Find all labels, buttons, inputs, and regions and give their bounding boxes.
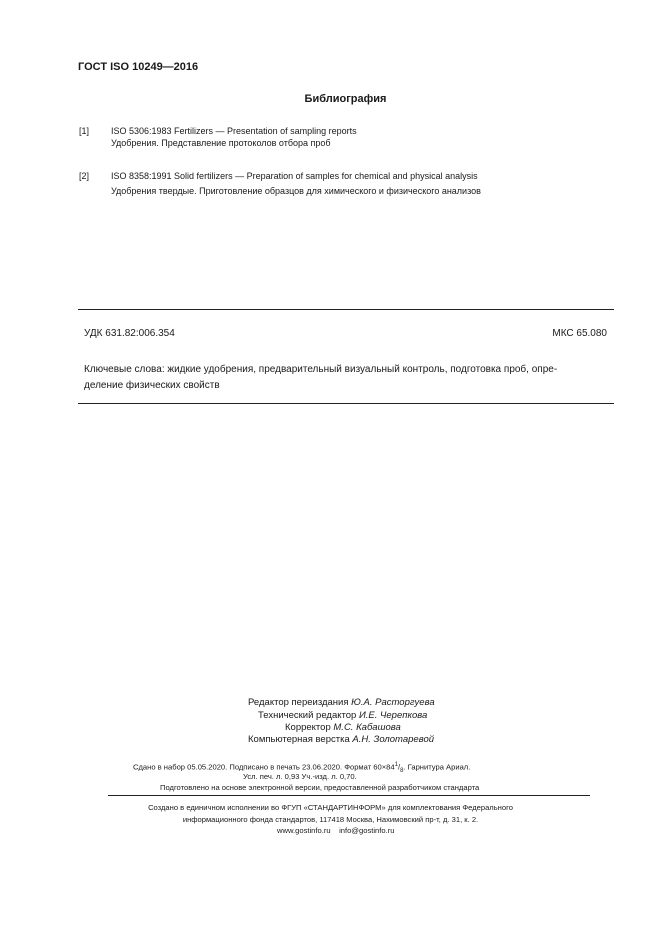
- reference-title-ru: Удобрения твердые. Приготовление образцов для химического и физического анализов: [111, 186, 481, 196]
- print-info-line-1: Сдано в набор 05.05.2020. Подписано в печать 23.06.2020. Формат $60\times 84^1/_8$. Гарнитура Ариал.: [133, 762, 471, 775]
- print-info-line-3: Подготовлено на основе электронной версии, предоставленной разработчиком стандарта: [160, 783, 480, 792]
- credit-layout: [248, 734, 434, 745]
- publisher-line-2: информационного фонда стандартов, 117418 Москва, Нахимовский пр-т, д. 31, к. 2.: [182, 815, 479, 824]
- credit-role: Редактор переиздания: [248, 697, 349, 708]
- credit-proofreader: [285, 722, 401, 733]
- keywords: [84, 362, 614, 394]
- publisher-contacts: [277, 826, 394, 835]
- keywords-line-2: деление физических свойств: [84, 380, 220, 391]
- reference-number: [2]: [79, 171, 90, 181]
- divider-bottom: [78, 403, 614, 404]
- publisher-line-1: Создано в единичном исполнении во ФГУП «СТАНДАРТИНФОРМ» для комплектования Федерального: [148, 803, 513, 812]
- document-header: ГОСТ ISO 10249—2016: [78, 61, 199, 73]
- print-info-dates: Сдано в набор 05.05.2020. Подписано в печать 23.06.2020. Формат 60×84: [133, 762, 395, 772]
- bibliography-title: Библиография: [304, 93, 387, 105]
- credit-name: А.Н. Золотаревой: [352, 734, 435, 745]
- format-fraction-numerator: 1: [394, 762, 398, 768]
- mks-code: МКС 65.080: [552, 328, 607, 339]
- credit-name: И.Е. Черепкова: [358, 710, 428, 721]
- publisher-email-link[interactable]: info@gostinfo.ru: [339, 826, 395, 835]
- credit-editor: [248, 697, 435, 708]
- divider-imprint: [108, 795, 590, 796]
- format-fraction-denominator: 8: [400, 768, 404, 775]
- divider-top: [78, 309, 614, 310]
- publisher-website-link[interactable]: www.gostinfo.ru: [277, 826, 331, 835]
- reference-title-en: ISO 5306:1983 Fertilizers — Presentation of sampling reports: [111, 126, 357, 136]
- credit-name: М.С. Кабашова: [333, 722, 401, 733]
- credit-tech-editor: [258, 710, 427, 721]
- keywords-line-1: Ключевые слова: жидкие удобрения, предварительный визуальный контроль, подготовка проб, опре-: [84, 364, 558, 375]
- reference-number: [1]: [79, 126, 90, 136]
- credit-role: Технический редактор: [258, 710, 357, 721]
- reference-title-en: ISO 8358:1991 Solid fertilizers — Preparation of samples for chemical and physical analysis: [111, 171, 478, 181]
- udk-code: УДК 631.82:006.354: [84, 328, 175, 339]
- print-info-font: . Гарнитура Ариал.: [403, 762, 471, 772]
- credit-role: Корректор: [285, 722, 331, 733]
- credit-name: Ю.А. Расторгуева: [351, 697, 435, 708]
- credit-role: Компьютерная верстка: [248, 734, 350, 745]
- reference-title-ru: Удобрения. Представление протоколов отбора проб: [111, 138, 331, 148]
- print-info-line-2: Усл. печ. л. 0,93 Уч.-изд. л. 0,70.: [243, 772, 357, 781]
